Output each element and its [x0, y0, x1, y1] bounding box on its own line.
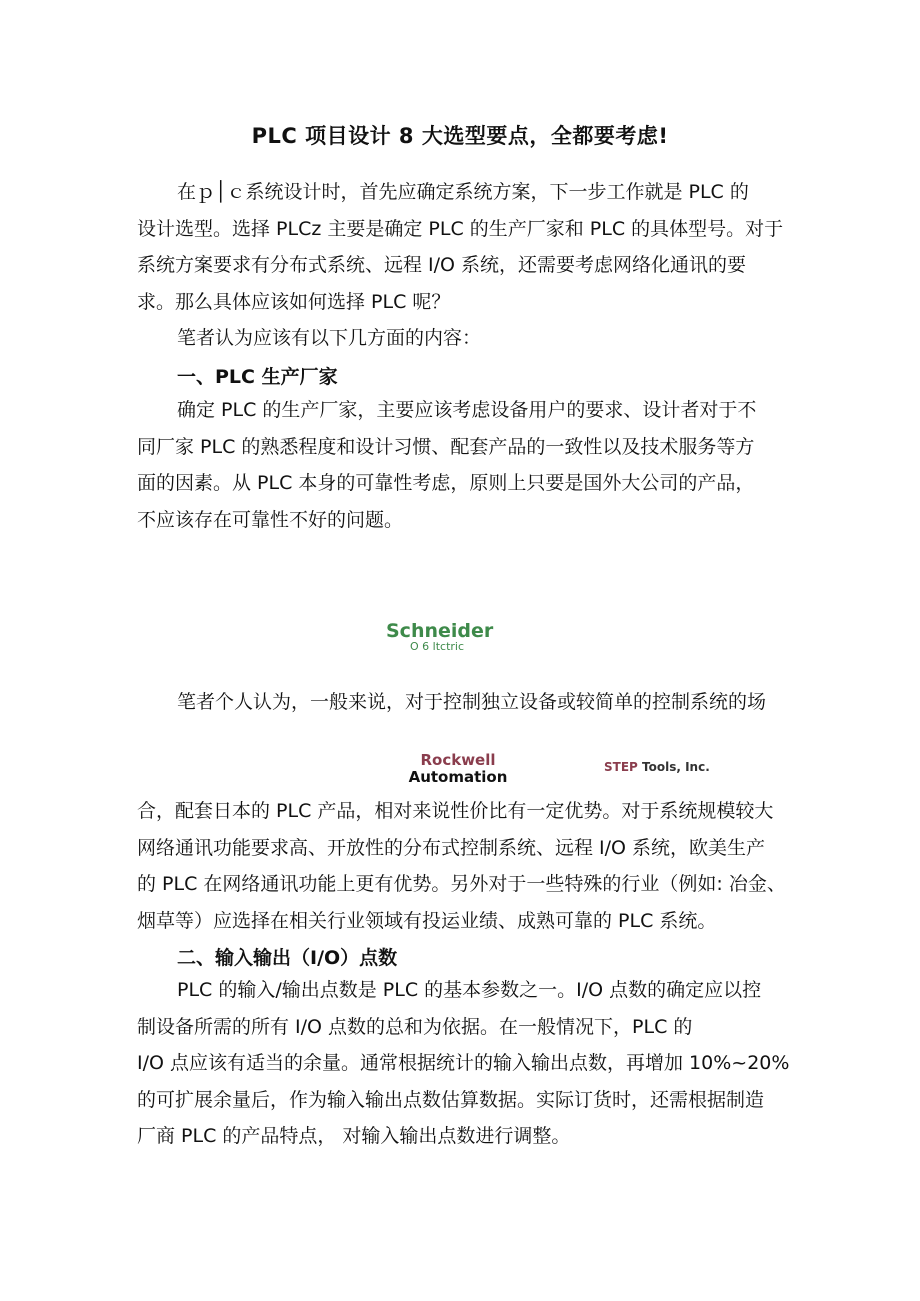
- text-line: 同厂家 PLC 的熟悉程度和设计习惯、配套产品的一致性以及技术服务等方: [137, 435, 755, 458]
- text-line: 合，配套日本的 PLC 产品，相对来说性价比有一定优势。对于系统规模较大: [137, 800, 774, 822]
- logo-wordmark: Automation: [408, 768, 508, 786]
- note-paragraph: [137, 684, 797, 721]
- logo-tagline: O 6 ltctric: [410, 640, 465, 653]
- logo-wordmark: STEP: [604, 760, 638, 774]
- io-points-paragraph: [137, 972, 797, 1155]
- text-line: PLC 的输入/输出点数是 PLC 的基本参数之一。I/O 点数的确定应以控: [177, 979, 762, 1001]
- text-line: 制设备所需的所有 I/O 点数的总和为依据。在一般情况下，PLC 的: [137, 1015, 693, 1038]
- manufacturer-paragraph: [137, 392, 797, 538]
- text-line: 网络通讯功能要求高、开放性的分布式控制系统、远程 I/O 系统，欧美生产: [137, 836, 766, 859]
- text-line: 系统方案要求有分布式系统、远程 I/O 系统，还需要考虑网络化通讯的要: [137, 254, 747, 277]
- logo-wordmark: Tools, Inc.: [637, 760, 710, 774]
- text-line: I/O 点应该有适当的余量。通常根据统计的输入输出点数，再增加 10%~20%: [137, 1052, 790, 1075]
- text-line: 在ｐ│ｃ系统设计时，首先应确定系统方案，下一步工作就是 PLC 的: [177, 181, 749, 203]
- continuation-paragraph: [137, 793, 797, 939]
- text-line: 的 PLC 在网络通讯功能上更有优势。另外对于一些特殊的行业（例如: 冶金、: [137, 873, 786, 896]
- section-heading-io-points: 二、输入输出（I/O）点数: [177, 947, 398, 969]
- text-line: 不应该存在可靠性不好的问题。: [137, 508, 404, 531]
- step-tools-logo: [604, 760, 710, 774]
- text-line: 笔者个人认为，一般来说，对于控制独立设备或较简单的控制系统的场: [177, 691, 767, 713]
- text-line: 的可扩展余量后，作为输入输出点数估算数据。实际订货时，还需根据制造: [137, 1088, 765, 1111]
- text-line: 求。那么具体应该如何选择 PLC 呢？: [137, 290, 451, 313]
- text-line: 面的因素。从 PLC 本身的可靠性考虑，原则上只要是国外大公司的产品，: [137, 472, 755, 495]
- text-line: 厂商 PLC 的产品特点， 对输入输出点数进行调整。: [137, 1125, 571, 1148]
- section-heading-manufacturer: 一、PLC 生产厂家: [177, 366, 338, 388]
- text-line: 设计选型。选择 PLCz 主要是确定 PLC 的生产厂家和 PLC 的具体型号。对于: [137, 217, 784, 240]
- text-line: 确定 PLC 的生产厂家，主要应该考虑设备用户的要求、设计者对于不: [177, 399, 757, 421]
- text-line: 烟草等）应选择在相关行业领域有投运业绩、成熟可靠的 PLC 系统。: [137, 909, 717, 932]
- logo-wordmark: Schneider: [386, 620, 494, 642]
- intro-paragraph: [137, 174, 797, 357]
- schneider-electric-logo: [386, 620, 496, 652]
- page-title: PLC 项目设计 8 大选型要点，全都要考虑!: [251, 124, 669, 148]
- opinion-line: 笔者认为应该有以下几方面的内容：: [177, 327, 482, 350]
- rockwell-automation-logo: [408, 752, 508, 786]
- logo-wordmark: Rockwell: [420, 751, 496, 769]
